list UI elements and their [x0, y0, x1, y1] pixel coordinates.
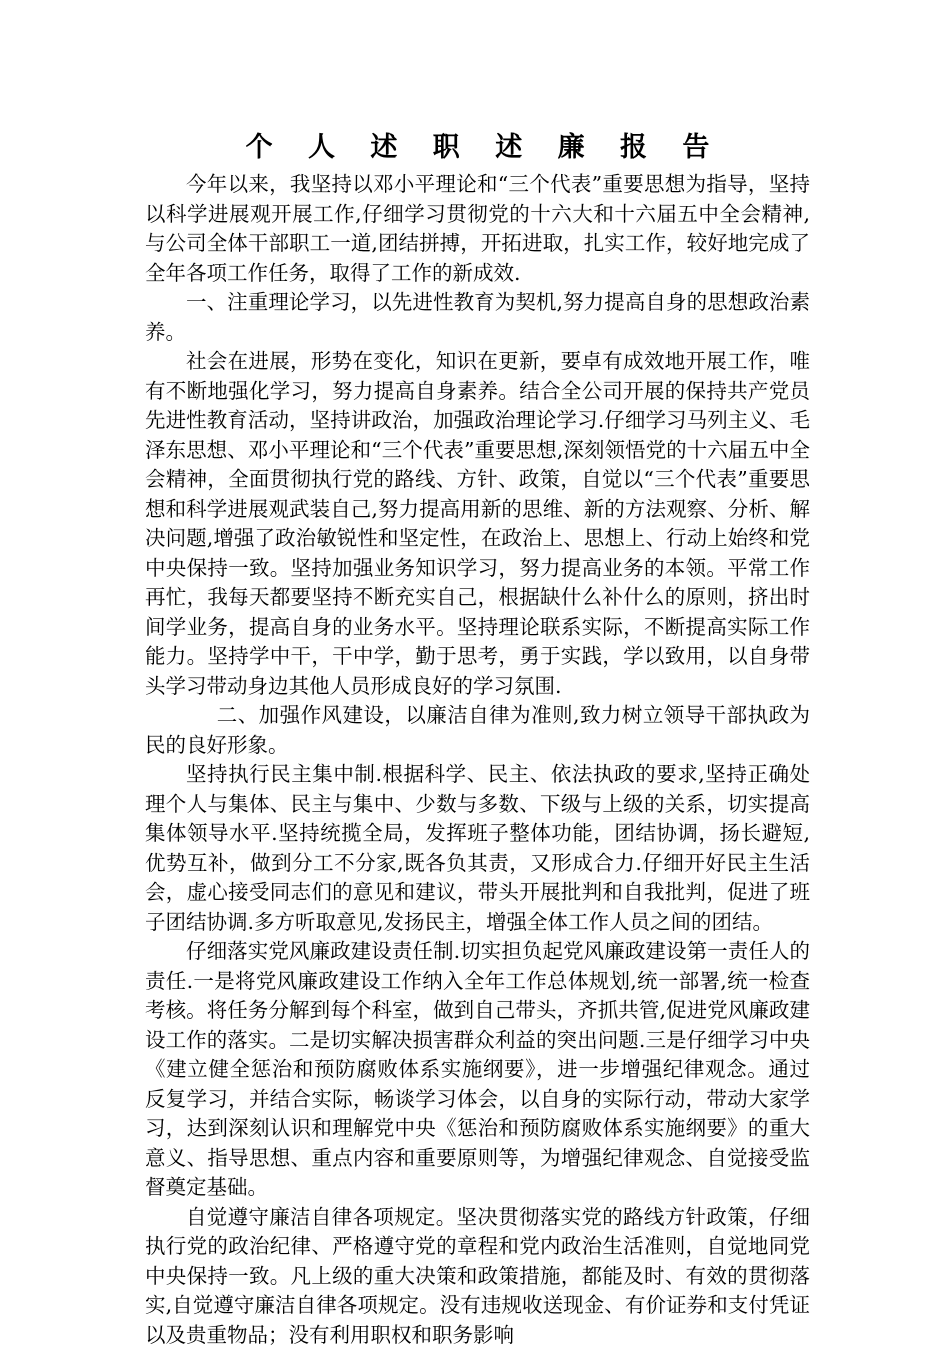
- paragraph-intro: 今年以来，我坚持以邓小平理论和“三个代表”重要思想为指导，坚持以科学进展观开展工作,仔细学习贯彻党的十六大和十六届五中全会精神,与公司全体干部职工一道,团结拼搏，开拓进取，扎实工作，较好地完成了全年各项工作任务，取得了工作的新成效.: [145, 170, 810, 288]
- paragraph-democratic-centralism: 坚持执行民主集中制.根据科学、民主、依法执政的要求,坚持正确处理个人与集体、民主与集中、少数与多数、下级与上级的关系，切实提高集体领导水平.坚持统揽全局，发挥班子整体功能，团结协调，扬长避短,优势互补，做到分工不分家,既各负其责，又形成合力.仔细开好民主生活会，虚心接受同志们的意见和建议，带头开展批判和自我批判，促进了班子团结协调.多方听取意见,发扬民主，增强全体工作人员之间的团结。: [145, 760, 810, 937]
- document-page: [145, 128, 810, 1350]
- section-heading-2: 二、加强作风建设，以廉洁自律为准则,致力树立领导干部执政为民的良好形象。: [145, 701, 810, 760]
- paragraph-self-discipline: 自觉遵守廉洁自律各项规定。坚决贯彻落实党的路线方针政策，仔细执行党的政治纪律、严格遵守党的章程和党内政治生活准则，自觉地同党中央保持一致。凡上级的重大决策和政策措施，都能及时、有效的贯彻落实,自觉遵守廉洁自律各项规定。没有违规收送现金、有价证券和支付凭证以及贵重物品；没有利用职权和职务影响: [145, 1203, 810, 1350]
- document-title: 个 人 述 职 述 廉 报 告: [145, 128, 810, 168]
- paragraph-theory-study: 社会在进展，形势在变化，知识在更新，要卓有成效地开展工作，唯有不断地强化学习，努力提高自身素养。结合全公司开展的保持共产党员先进性教育活动，坚持讲政治，加强政治理论学习.仔细学习马列主义、毛泽东思想、邓小平理论和“三个代表”重要思想,深刻领悟党的十六届五中全会精神，全面贯彻执行党的路线、方针、政策，自觉以“三个代表”重要思想和科学进展观武装自己,努力提高用新的思维、新的方法观察、分析、解决问题,增强了政治敏锐性和坚定性，在政治上、思想上、行动上始终和党中央保持一致。坚持加强业务知识学习，努力提高业务的本领。平常工作再忙，我每天都要坚持不断充实自己，根据缺什么补什么的原则，挤出时间学业务，提高自身的业务水平。坚持理论联系实际，不断提高实际工作能力。坚持学中干，干中学，勤于思考，勇于实践，学以致用，以自身带头学习带动身边其他人员形成良好的学习氛围.: [145, 347, 810, 701]
- paragraph-integrity-responsibility: 仔细落实党风廉政建设责任制.切实担负起党风廉政建设第一责任人的责任.一是将党风廉政建设工作纳入全年工作总体规划,统一部署,统一检查考核。将任务分解到每个科室，做到自己带头，齐抓共管,促进党风廉政建设工作的落实。二是切实解决损害群众利益的突出问题.三是仔细学习中央《建立健全惩治和预防腐败体系实施纲要》，进一步增强纪律观念。通过反复学习，并结合实际，畅谈学习体会，以自身的实际行动，带动大家学习，达到深刻认识和理解党中央《惩治和预防腐败体系实施纲要》的重大意义、指导思想、重点内容和重要原则等，为增强纪律观念、自觉接受监督奠定基础。: [145, 937, 810, 1203]
- section-heading-1: 一、注重理论学习，以先进性教育为契机,努力提高自身的思想政治素养。: [145, 288, 810, 347]
